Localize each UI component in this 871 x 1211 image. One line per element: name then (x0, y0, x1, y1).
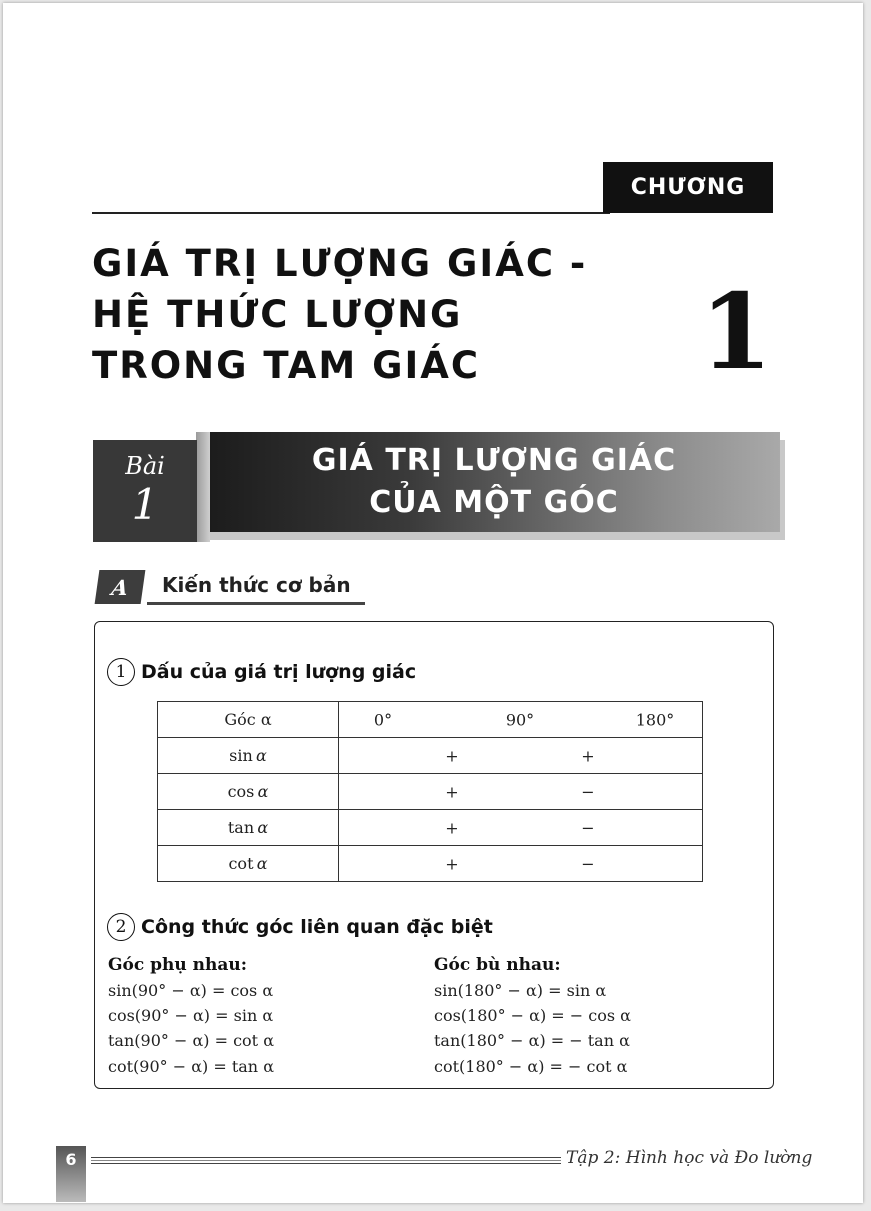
chapter-title-line: TRONG TAM GIÁC (92, 344, 481, 387)
fn-var: α (257, 818, 269, 837)
row-values (339, 774, 703, 810)
fn-var: α (256, 746, 267, 765)
lesson-box-bevel (196, 432, 210, 542)
section-title: Kiến thức cơ bản (162, 573, 351, 597)
part1-title: Dấu của giá trị lượng giác (141, 661, 417, 683)
part2-heading (107, 913, 493, 941)
chapter-title-line: HỆ THỨC LƯỢNG (92, 293, 463, 336)
lesson-title-line: GIÁ TRỊ LƯỢNG GIÁC (311, 443, 677, 478)
chapter-rule (92, 212, 610, 214)
formula: tan(180° − α) = − tan α (434, 1031, 630, 1050)
formula: sin(180° − α) = sin α (434, 981, 607, 1000)
sign-q2: − (581, 782, 595, 801)
fn-name: tan (227, 818, 255, 837)
formula: cos(90° − α) = sin α (108, 1006, 274, 1025)
part2-number-circle: 2 (107, 913, 135, 941)
table-row (158, 846, 703, 882)
row-values (339, 846, 703, 882)
sign-q2: − (581, 854, 595, 873)
part2-title: Công thức góc liên quan đặc biệt (141, 916, 493, 938)
sign-q1: + (445, 782, 459, 801)
row-values (339, 810, 703, 846)
fn-name: cot (228, 854, 254, 873)
sign-q2: − (581, 818, 595, 837)
footer-text: Tập 2: Hình học và Đo lường (566, 1148, 813, 1168)
chapter-label: CHƯƠNG (603, 162, 773, 213)
lesson-word: Bài (125, 452, 165, 480)
table-header-label: Góc α (158, 702, 339, 738)
footer-rule-inner (91, 1160, 561, 1161)
section-underline (147, 602, 365, 605)
chapter-title-line: GIÁ TRỊ LƯỢNG GIÁC - (92, 242, 588, 285)
formula: cot(180° − α) = − cot α (434, 1057, 628, 1076)
sign-table (157, 701, 703, 882)
chapter-number: 1 (700, 270, 773, 393)
table-row (158, 774, 703, 810)
table-row (158, 738, 703, 774)
sign-q2: + (581, 746, 595, 765)
chapter-title (92, 238, 612, 391)
table-row (158, 810, 703, 846)
row-label (158, 738, 339, 774)
lesson-number-box (93, 440, 197, 542)
angle-90: 90° (505, 710, 535, 729)
part1-heading (107, 658, 416, 686)
fn-var: α (257, 782, 269, 801)
row-label (158, 846, 339, 882)
part1-number-circle: 1 (107, 658, 135, 686)
sign-q1: + (445, 854, 459, 873)
angle-0: 0° (373, 710, 393, 729)
sign-q1: + (445, 746, 459, 765)
row-label (158, 810, 339, 846)
lesson-title-line: CỦA MỘT GÓC (369, 485, 619, 520)
formula: sin(90° − α) = cos α (108, 981, 274, 1000)
fn-name: sin (229, 746, 253, 765)
formula: cot(90° − α) = tan α (108, 1057, 274, 1076)
sign-q1: + (445, 818, 459, 837)
complementary-heading: Góc phụ nhau: (108, 955, 248, 975)
supplementary-heading: Góc bù nhau: (434, 955, 561, 975)
table-header-row (158, 702, 703, 738)
lesson-title (208, 432, 780, 532)
section-badge: A (95, 570, 146, 604)
formula: cos(180° − α) = − cos α (434, 1006, 631, 1025)
page-number: 6 (65, 1150, 77, 1169)
row-label (158, 774, 339, 810)
fn-var: α (256, 854, 268, 873)
formula: tan(90° − α) = cot α (108, 1031, 274, 1050)
fn-name: cos (227, 782, 255, 801)
lesson-number: 1 (131, 480, 159, 529)
table-header-values (339, 702, 703, 738)
angle-180: 180° (635, 710, 675, 729)
row-values (339, 738, 703, 774)
